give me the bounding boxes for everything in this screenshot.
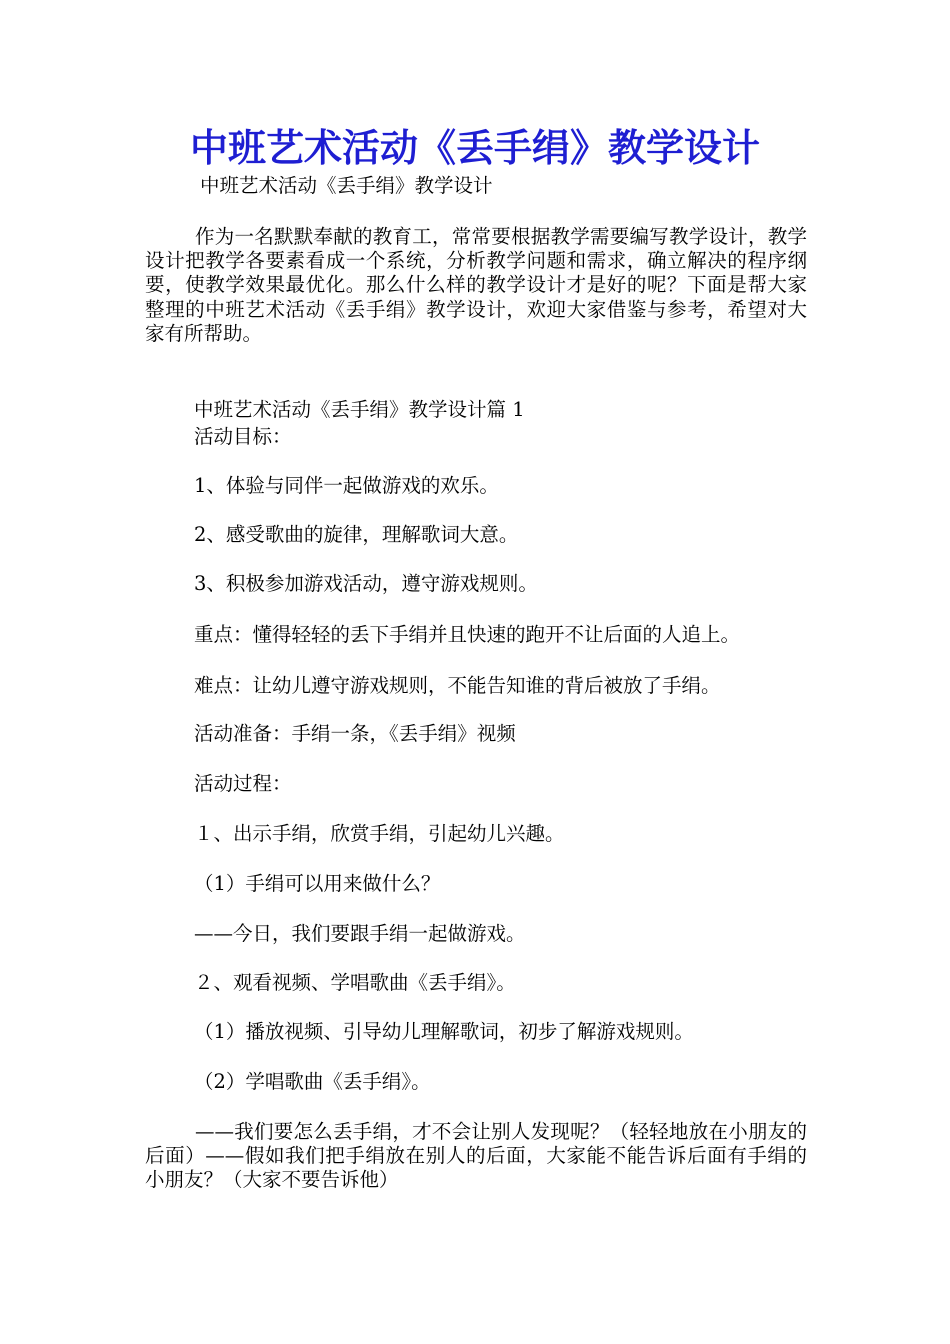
activity-preparation: 活动准备：手绢一条，《丢手绢》视频 <box>194 722 516 745</box>
process-step-2: ２、观看视频、学唱歌曲《丢手绢》。 <box>194 971 516 994</box>
section-heading: 中班艺术活动《丢手绢》教学设计篇 1 <box>194 398 525 421</box>
process-step-2-item-2: （2）学唱歌曲《丢手绢》。 <box>194 1070 431 1093</box>
process-step-1: １、出示手绢，欣赏手绢，引起幼儿兴趣。 <box>194 822 565 845</box>
closing-paragraph: ——我们要怎么丢手绢，才不会让别人发现呢？（轻轻地放在小朋友的后面）——假如我们把手绢放在别人的后面，大家能不能告诉后面有手绢的小朋友？（大家不要告诉他） <box>145 1120 807 1192</box>
goal-item-2: 2、感受歌曲的旋律，理解歌词大意。 <box>194 523 519 546</box>
process-step-1-answer: ——今日，我们要跟手绢一起做游戏。 <box>194 922 526 945</box>
document-subtitle: 中班艺术活动《丢手绢》教学设计 <box>200 174 493 197</box>
process-step-1-question: （1）手绢可以用来做什么？ <box>194 872 441 895</box>
goal-item-1: 1、体验与同伴一起做游戏的欢乐。 <box>194 474 499 497</box>
process-step-2-item-1: （1）播放视频、引导幼儿理解歌词，初步了解游戏规则。 <box>194 1020 694 1043</box>
process-label: 活动过程： <box>194 772 292 795</box>
intro-paragraph: 作为一名默默奉献的教育工，常常要根据教学需要编写教学设计，教学设计把教学各要素看成一个系统，分析教学问题和需求，确立解决的程序纲要，使教学效果最优化。那么什么样的教学设计才是好的呢？下面是帮大家整理的中班艺术活动《丢手绢》教学设计，欢迎大家借鉴与参考，希望对大家有所帮助。 <box>145 225 807 345</box>
goals-label: 活动目标： <box>194 425 292 448</box>
document-title: 中班艺术活动《丢手绢》教学设计 <box>189 126 760 170</box>
goal-item-3: 3、积极参加游戏活动，遵守游戏规则。 <box>194 572 538 595</box>
difficulty-point: 难点：让幼儿遵守游戏规则，不能告知谁的背后被放了手绢。 <box>194 674 721 697</box>
key-point: 重点：懂得轻轻的丢下手绢并且快速的跑开不让后面的人追上。 <box>194 623 741 646</box>
